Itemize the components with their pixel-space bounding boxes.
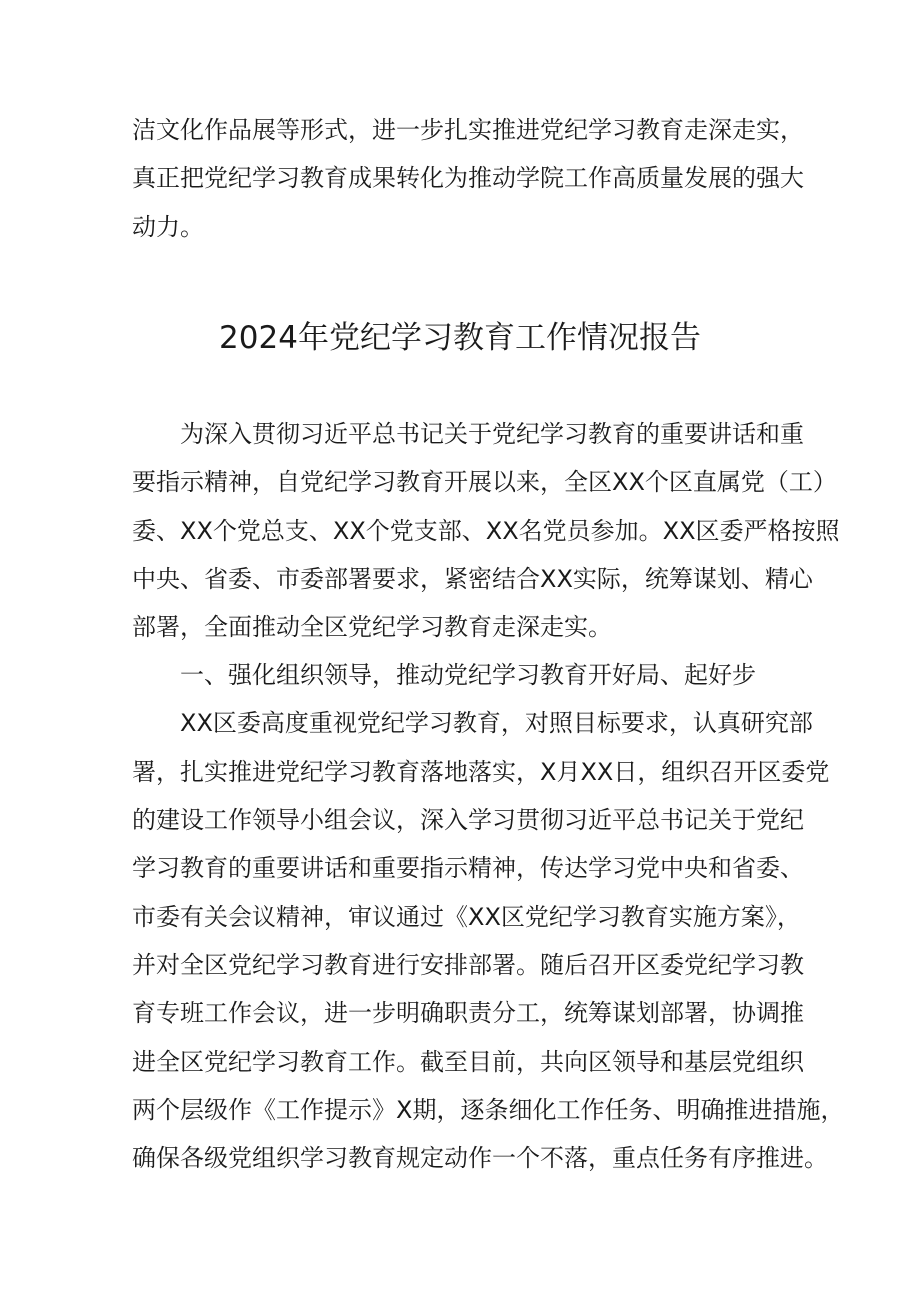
- section1-line-2: 署，扎实推进党纪学习教育落地落实，X月XX日，组织召开区委党: [132, 758, 830, 786]
- continuation-line-1: 洁文化作品展等形式，进一步扎实推进党纪学习教育走深走实，: [132, 116, 804, 144]
- intro-line-5: 部署，全面推动全区党纪学习教育走深走实。: [132, 613, 612, 641]
- intro-line-4: 中央、省委、市委部署要求，紧密结合XX实际，统筹谋划、精心: [132, 565, 813, 593]
- section1-line-4: 学习教育的重要讲话和重要指示精神，传达学习党中央和省委、: [132, 854, 804, 882]
- section1-line-3: 的建设工作领导小组会议，深入学习贯彻习近平总书记关于党纪: [132, 806, 804, 834]
- section1-line-6: 并对全区党纪学习教育进行安排部署。随后召开区委党纪学习教: [132, 951, 804, 979]
- section1-line-7: 育专班工作会议，进一步明确职责分工，统筹谋划部署，协调推: [132, 999, 804, 1027]
- intro-line-2: 要指示精神，自党纪学习教育开展以来，全区XX个区直属党（工）: [132, 468, 837, 496]
- intro-line-1: 为深入贯彻习近平总书记关于党纪学习教育的重要讲话和重: [180, 420, 804, 448]
- section1-line-10: 确保各级党组织学习教育规定动作一个不落，重点任务有序推进。: [132, 1144, 828, 1172]
- report-title: 2024年党纪学习教育工作情况报告: [219, 320, 701, 356]
- section1-line-5: 市委有关会议精神，审议通过《XX区党纪学习教育实施方案》，: [132, 903, 801, 931]
- section1-line-1: XX区委高度重视党纪学习教育，对照目标要求，认真研究部: [180, 709, 813, 737]
- section-heading-1: 一、强化组织领导，推动党纪学习教育开好局、起好步: [180, 661, 756, 689]
- section1-line-9: 两个层级作《工作提示》X期，逐条细化工作任务、明确推进措施，: [132, 1096, 845, 1124]
- section1-line-8: 进全区党纪学习教育工作。截至目前，共向区领导和基层党组织: [132, 1048, 804, 1076]
- continuation-line-3: 动力。: [132, 213, 204, 241]
- intro-line-3: 委、XX个党总支、XX个党支部、XX名党员参加。XX区委严格按照: [132, 517, 840, 545]
- continuation-line-2: 真正把党纪学习教育成果转化为推动学院工作高质量发展的强大: [132, 164, 804, 192]
